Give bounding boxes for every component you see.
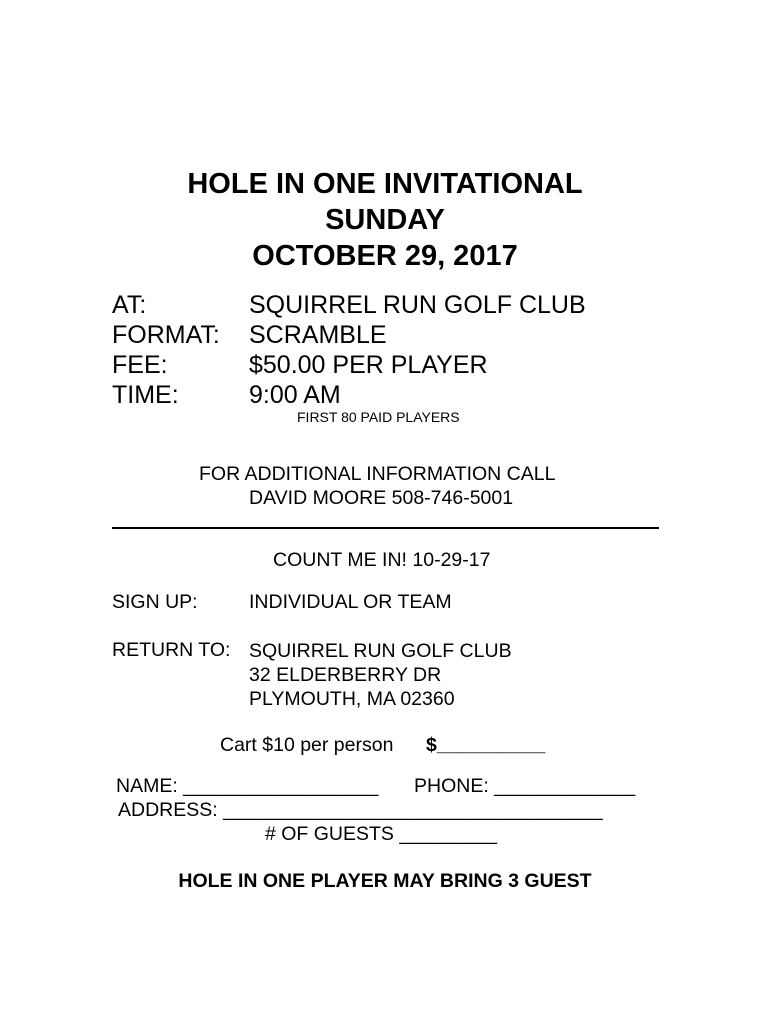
cart-fee-label: Cart $10 per person <box>220 734 394 756</box>
return-address-line: SQUIRREL RUN GOLF CLUB <box>249 640 512 662</box>
registration-heading: COUNT ME IN! 10-29-17 <box>273 549 491 571</box>
cart-amount-field[interactable]: $__________ <box>426 734 546 756</box>
player-limit-note: FIRST 80 PAID PLAYERS <box>297 409 460 425</box>
return-address-line: PLYMOUTH, MA 02360 <box>249 688 455 710</box>
detail-label: FORMAT: <box>112 321 220 349</box>
event-title <box>0 166 770 274</box>
guest-policy-note: HOLE IN ONE PLAYER MAY BRING 3 GUEST <box>178 870 592 892</box>
address-field[interactable]: ADDRESS: ___________________________________ <box>118 799 603 821</box>
detail-label: FEE: <box>112 351 168 379</box>
detail-label: AT: <box>112 291 147 319</box>
detail-value: 9:00 AM <box>249 381 341 409</box>
detail-label: TIME: <box>112 381 179 409</box>
title-line-day: SUNDAY <box>325 204 445 236</box>
signup-value: INDIVIDUAL OR TEAM <box>249 591 452 613</box>
phone-field[interactable]: PHONE: _____________ <box>414 775 636 797</box>
signup-label: SIGN UP: <box>112 591 198 613</box>
name-field[interactable]: NAME: __________________ <box>116 775 379 797</box>
detail-value: $50.00 PER PLAYER <box>249 351 488 379</box>
detail-value: SQUIRREL RUN GOLF CLUB <box>249 291 586 319</box>
contact-info-line: FOR ADDITIONAL INFORMATION CALL <box>199 463 556 485</box>
title-line-event: HOLE IN ONE INVITATIONAL <box>187 168 583 200</box>
section-divider <box>112 527 659 529</box>
title-line-date: OCTOBER 29, 2017 <box>252 240 518 272</box>
return-to-label: RETURN TO: <box>112 639 231 661</box>
return-address <box>249 639 512 711</box>
return-address-line: 32 ELDERBERRY DR <box>249 664 442 686</box>
detail-value: SCRAMBLE <box>249 321 387 349</box>
contact-name-phone: DAVID MOORE 508-746-5001 <box>249 487 514 509</box>
guests-field[interactable]: # OF GUESTS _________ <box>265 823 497 845</box>
